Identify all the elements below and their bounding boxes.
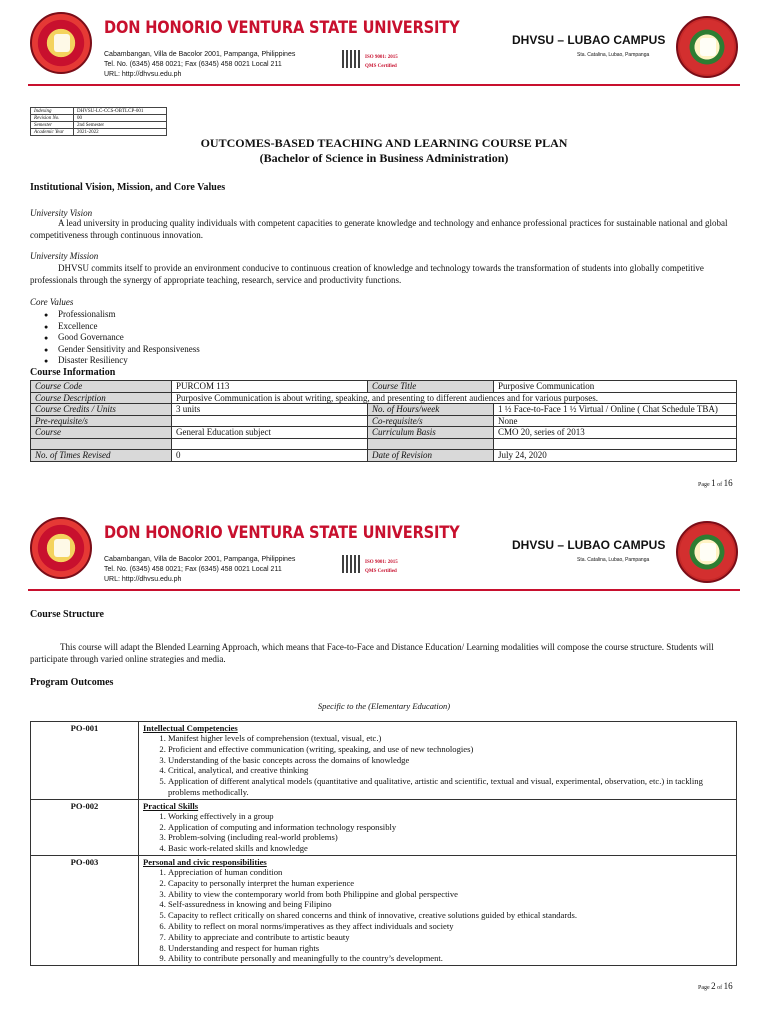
- list-item: ● Gender Sensitivity and Responsiveness: [44, 344, 200, 356]
- page-header: [0, 505, 768, 595]
- campus-seal-logo: [676, 521, 738, 583]
- core-values-label: Core Values: [30, 297, 74, 307]
- page-1: [0, 0, 768, 500]
- table-row: PO-003 Personal and civic responsibilities 1. Appreciation of human condition 2. Capacity to personally interpret the human experience 3. Ability to view the contemporary world from both Philippine and global perspective 4. Self-assuredness in knowing and being Filipino 5. Capacity to reflect critically on shared concerns and think of innovative, creative solutions guided by ethical standards. 6. Ability to reflect on moral norms/imperatives as they affect individuals and society 7. Ability to appreciate and contribute to artistic beauty 8. Understanding and respect for human rights 9. Ability to contribute personally and meaningfully to the country’s development.: [31, 855, 737, 965]
- section-heading-vmcv: Institutional Vision, Mission, and Core Values: [30, 182, 226, 193]
- header-divider: [28, 84, 740, 86]
- course-structure-heading: Course Structure: [30, 609, 104, 620]
- table-row: PO-002 Practical Skills 1. Working effectively in a group 2. Application of computing and information technology responsibly 3. Problem-solving (including real-world problems) 4. Basic work-related skills and knowledge: [31, 799, 737, 855]
- page-header: [0, 0, 768, 90]
- qr-code-icon: [342, 555, 360, 573]
- program-outcomes-table: [30, 721, 737, 966]
- url-line: URL: http://dhvsu.edu.ph: [104, 71, 182, 78]
- university-seal-logo: [30, 12, 92, 74]
- course-structure-text: This course will adapt the Blended Learning Approach, which means that Face-to-Face and Distance Education/ Learning modalities will compose the course structure. Students will participate through varied online strategies and media.: [30, 642, 714, 664]
- university-address: [104, 50, 295, 80]
- list-item: ● Disaster Resiliency: [44, 355, 200, 367]
- index-table: Indexing DHVSU-LC-CCS-OBTLCP-001 Revision No. 00 Semester 2nd Semester Academic Year 2021-2022: [30, 107, 167, 136]
- document-subtitle: (Bachelor of Science in Business Administration): [259, 151, 509, 165]
- campus-address: Sta. Catalina, Lubao, Pampanga: [577, 52, 650, 58]
- university-address: Cabambangan, Villa de Bacolor 2001, Pampanga, Philippines Tel. No. (6345) 458 0021; Fax (6345) 458 0021 Local 211 URL: http://dhvsu.edu.ph: [104, 556, 296, 583]
- program-outcomes-heading: Program Outcomes: [30, 677, 114, 688]
- header-divider: [28, 589, 740, 591]
- page-2: [0, 505, 768, 1024]
- core-values-list: [44, 309, 200, 367]
- vision-text: A lead university in producing quality individuals with competent capacities to generate knowledge and technology and enhance professional practices for sustainable national and global competitiveness through continuous innovation.: [30, 218, 728, 240]
- university-name: DON HONORIO VENTURA STATE UNIVERSITY: [104, 18, 460, 38]
- iso-badge: ISO 9001: 2015 QMS Certified: [365, 55, 398, 69]
- page-number: Page 1 of 16: [698, 478, 733, 488]
- vision-label: University Vision: [30, 208, 93, 218]
- document-title: OUTCOMES-BASED TEACHING AND LEARNING COURSE PLAN (Bachelor of Science in Business Administration): [0, 136, 768, 166]
- campus-name: DHVSU – LUBAO CAMPUS: [512, 538, 666, 552]
- address-line: Cabambangan, Villa de Bacolor 2001, Pampanga, Philippines: [104, 51, 296, 58]
- qr-code-icon: [342, 50, 360, 68]
- specific-note: Specific to the (Elementary Education): [317, 701, 451, 711]
- table-row: PO-001 Intellectual Competencies 1. Manifest higher levels of comprehension (textual, visual, etc.) 2. Proficient and effective communication (writing, speaking, and use of new technologies) 3. Understanding of the basic concepts across the domains of knowledge 4. Critical, analytical, and creative thinking 5. Application of different analytical models (quantitative and qualitative, artistic and scientific, textual and visual, experimental, observation, etc.) in tackling problems methodically.: [31, 722, 737, 800]
- list-item: ● Excellence: [44, 321, 200, 333]
- campus-name: DHVSU – LUBAO CAMPUS: [512, 33, 666, 47]
- course-info-heading: Course Information: [30, 367, 116, 378]
- mission-label: University Mission: [30, 251, 99, 261]
- campus-seal-logo: [676, 16, 738, 78]
- university-name: DON HONORIO VENTURA STATE UNIVERSITY: [104, 523, 460, 543]
- iso-badge: ISO 9001: 2015 QMS Certified: [365, 560, 398, 574]
- list-item: ● Good Governance: [44, 332, 200, 344]
- course-info-table: Course Code PURCOM 113 Course Title Purposive Communication Course Description Purposive Communication is about writing, speaking, and presenting to different audiences and for various purposes. Course Credits / Units 3 units No. of Hours/week 1 ½ Face-to-Face 1 ½ Virtual / Online ( Chat Schedule TBA) Pre-requisite/s Co-requisite/s None Course General Education subject Curriculum Basis CMO 20, series of 2013 No. of Times Revised 0 Date of Revision July 24, 2020: [30, 380, 737, 462]
- phone-line: Tel. No. (6345) 458 0021; Fax (6345) 458 0021 Local 211: [104, 61, 282, 68]
- page-number: Page 2 of 16: [698, 981, 733, 991]
- campus-address: Sta. Catalina, Lubao, Pampanga: [577, 557, 650, 563]
- mission-text: DHVSU commits itself to provide an environment conducive to continuous creation of knowledge and technology towards the transformation of students into globally competitive professionals through the synergy of appropriate teaching, research, service and productivity functions.: [30, 263, 704, 285]
- university-seal-logo: [30, 517, 92, 579]
- list-item: ● Professionalism: [44, 309, 200, 321]
